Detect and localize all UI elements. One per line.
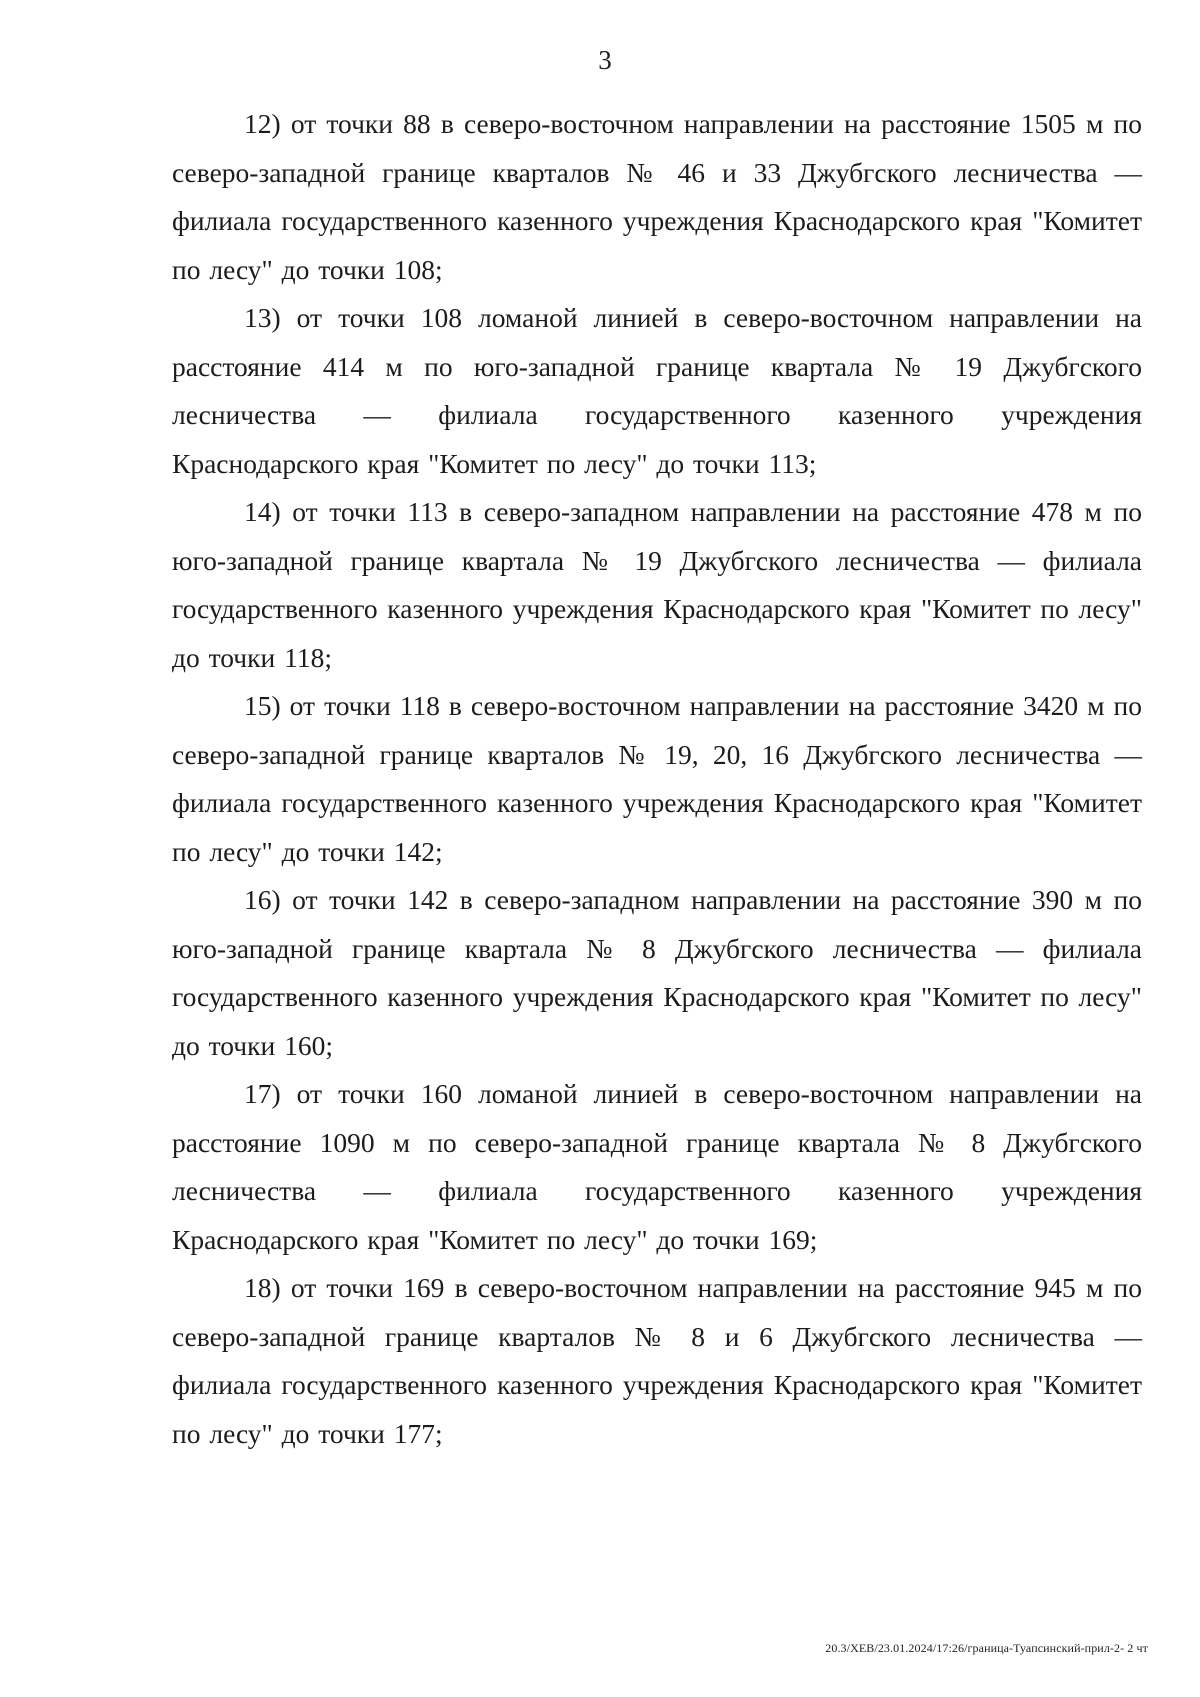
paragraph-item-12: 12) от точки 88 в северо-восточном направлении на расстояние 1505 м по северо-западной границе кварталов № 46 и 33 Джубгского лесничества — филиала государственного казенного учреждения Краснодарского края "Комитет по лесу" до точки 108; — [172, 108, 1142, 285]
page-number: 3 — [598, 45, 612, 75]
footer-document-stamp: 20.3/ХЕВ/23.01.2024/17:26/граница-Туапсинский-прил-2- 2 чт — [825, 1641, 1148, 1655]
paragraph-item-18: 18) от точки 169 в северо-восточном направлении на расстояние 945 м по северо-западной границе кварталов № 8 и 6 Джубгского лесничества — филиала государственного казенного учреждения Краснодарского края "Комитет по лесу" до точки 177; — [172, 1272, 1142, 1449]
document-body — [172, 100, 1142, 1458]
paragraph-item-13: 13) от точки 108 ломаной линией в северо-восточном направлении на расстояние 414 м по юго-западной границе квартала № 19 Джубгского лесничества — филиала государственного казенного учреждения Краснодарского края "Комитет по лесу" до точки 113; — [172, 302, 1142, 479]
paragraph-item-17: 17) от точки 160 ломаной линией в северо-восточном направлении на расстояние 1090 м по северо-западной границе квартала № 8 Джубгского лесничества — филиала государственного казенного учреждения Краснодарского края "Комитет по лесу" до точки 169; — [172, 1078, 1142, 1255]
paragraph-item-16: 16) от точки 142 в северо-западном направлении на расстояние 390 м по юго-западной границе квартала № 8 Джубгского лесничества — филиала государственного казенного учреждения Краснодарского края "Комитет по лесу" до точки 160; — [172, 884, 1142, 1061]
paragraph-item-15: 15) от точки 118 в северо-восточном направлении на расстояние 3420 м по северо-западной границе кварталов № 19, 20, 16 Джубгского лесничества — филиала государственного казенного учреждения Краснодарского края "Комитет по лесу" до точки 142; — [172, 690, 1142, 867]
paragraph-item-14: 14) от точки 113 в северо-западном направлении на расстояние 478 м по юго-западной границе квартала № 19 Джубгского лесничества — филиала государственного казенного учреждения Краснодарского края "Комитет по лесу" до точки 118; — [172, 496, 1142, 673]
